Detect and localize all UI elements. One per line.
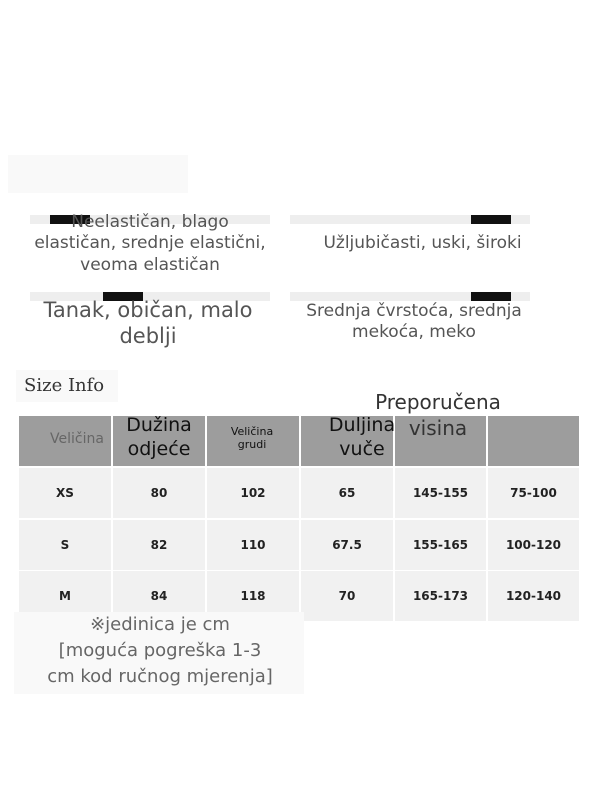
- table-cell: 120-140: [505, 589, 562, 603]
- table-cell: 65: [338, 486, 356, 500]
- table-cell: XS: [56, 486, 74, 500]
- table-cell: 84: [150, 589, 168, 603]
- table-cell: S: [60, 538, 70, 552]
- table-cell: 70: [338, 589, 356, 603]
- softness-label: Srednja čvrstoća, srednja mekoća, meko: [306, 301, 522, 343]
- fit-label: Užljubičasti, uski, široki: [323, 233, 522, 253]
- header-recommended-height: Preporučena visina: [375, 390, 501, 440]
- note-line: [moguća pogreška 1-3: [58, 640, 262, 662]
- table-cell: 67.5: [332, 538, 362, 552]
- fit-indicator: [471, 215, 511, 224]
- elasticity-label: Neelastičan, blago elastičan, srednje elastični, veoma elastičan: [34, 212, 266, 275]
- table-cell: 155-165: [412, 538, 469, 552]
- header-chest-size: Veličina grudi: [230, 425, 274, 452]
- table-cell: 80: [150, 486, 168, 500]
- header-size: Veličina: [50, 431, 104, 447]
- table-cell: 110: [240, 538, 266, 552]
- note-line: ※jedinica je cm: [90, 614, 230, 635]
- table-cell: 82: [150, 538, 168, 552]
- thickness-label: Tanak, običan, malo deblji: [43, 298, 253, 349]
- table-cell: 102: [240, 486, 266, 500]
- table-cell: 145-155: [412, 486, 469, 500]
- table-cell: 100-120: [505, 538, 562, 552]
- table-cell: 75-100: [510, 486, 557, 500]
- unit-note: [20, 612, 300, 690]
- faint-block: [8, 155, 188, 193]
- note-line: cm kod ručnog mjerenja]: [47, 666, 273, 688]
- table-cell: 165-173: [412, 589, 469, 603]
- header-garment-length: Dužina odjeće: [126, 414, 192, 460]
- size-info-title: Size Info: [24, 375, 105, 396]
- header-sleeve-length: Duljina vuče: [328, 414, 396, 460]
- softness-indicator: [471, 292, 511, 301]
- table-cell: M: [59, 589, 71, 603]
- table-cell: 118: [240, 589, 266, 603]
